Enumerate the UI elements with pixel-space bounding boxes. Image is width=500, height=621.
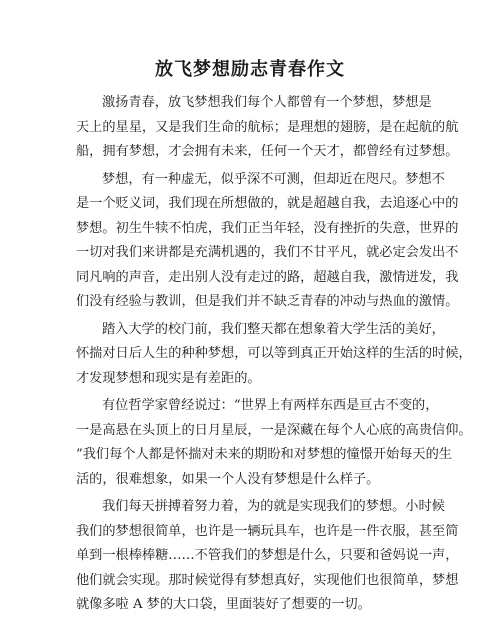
text-line: 天上的星星，又是我们生命的航标；是理想的翅膀，是在起航的航 xyxy=(76,119,459,135)
text-line: 怀揣对日后人生的种种梦想，可以等到真正开始这样的生活的时候， xyxy=(76,346,472,361)
text-line: 我们的梦想很简单，也许是一辆玩具车，也许是一件衣服，甚至简 xyxy=(76,523,459,539)
paragraph xyxy=(76,168,459,315)
text-line: 激扬青春，放飞梦想我们每个人都曾有一个梦想，梦想是 xyxy=(102,95,432,110)
text-line: 就像多啦 A 梦的大口袋，里面装好了想要的一切。 xyxy=(76,597,371,612)
text-line: 有位哲学家曾经说过：“世界上有两样东西是亘古不变的， xyxy=(102,398,439,413)
text-line: 是一个贬义词，我们现在所想做的，就是超越自我，去追逐心中的 xyxy=(76,196,459,211)
text-line: 单到一根棒棒糖……不管我们的梦想是什么，只要和爸妈说一声， xyxy=(76,548,459,563)
text-line: 踏入大学的校门前，我们整天都在想象着大学生活的美好， xyxy=(102,321,445,337)
text-line: ”我们每个人都是怀揣对未来的期盼和对梦想的憧憬开始每天的生 xyxy=(76,447,452,462)
text-line: 船，拥有梦想，才会拥有未来，任何一个天才，都曾经有过梦想。 xyxy=(76,144,459,159)
paragraph xyxy=(76,318,472,392)
text-line: 同凡响的声音，走出别人没有走过的路，超越自我，激情迸发，我 xyxy=(76,269,459,285)
document-body xyxy=(76,91,472,621)
text-line: 活的，很难想象，如果一个人没有梦想是什么样子。 xyxy=(76,471,380,487)
paragraph xyxy=(76,495,459,618)
text-line: 一切对我们来讲都是充满机遇的，我们不甘平凡，就必定会发出不 xyxy=(76,245,459,260)
text-line: 才发现梦想和现实是有差距的。 xyxy=(76,370,261,386)
text-line: 们没有经验与教训，但是我们并不缺乏青春的冲动与热血的激情。 xyxy=(76,294,459,309)
document-title: 放飞梦想励志青春作文 xyxy=(155,59,345,80)
paragraph xyxy=(76,91,459,165)
text-line: 我们每天拼搏着努力着，为的就是实现我们的梦想。小时候 xyxy=(102,499,445,514)
text-line: 他们就会实现。那时候觉得有梦想真好，实现他们也很简单，梦想 xyxy=(76,572,459,588)
text-line: 一是高悬在头顶上的日月星辰，一是深藏在每个人心底的高贵信仰。 xyxy=(76,422,472,438)
text-line: 梦想，有一种虚无，似乎深不可测，但却近在咫尺。梦想不 xyxy=(102,171,445,187)
paragraph xyxy=(76,394,472,492)
text-line: 梦想。初生牛犊不怕虎，我们正当年轻，没有挫折的失意，世界的 xyxy=(76,220,459,236)
